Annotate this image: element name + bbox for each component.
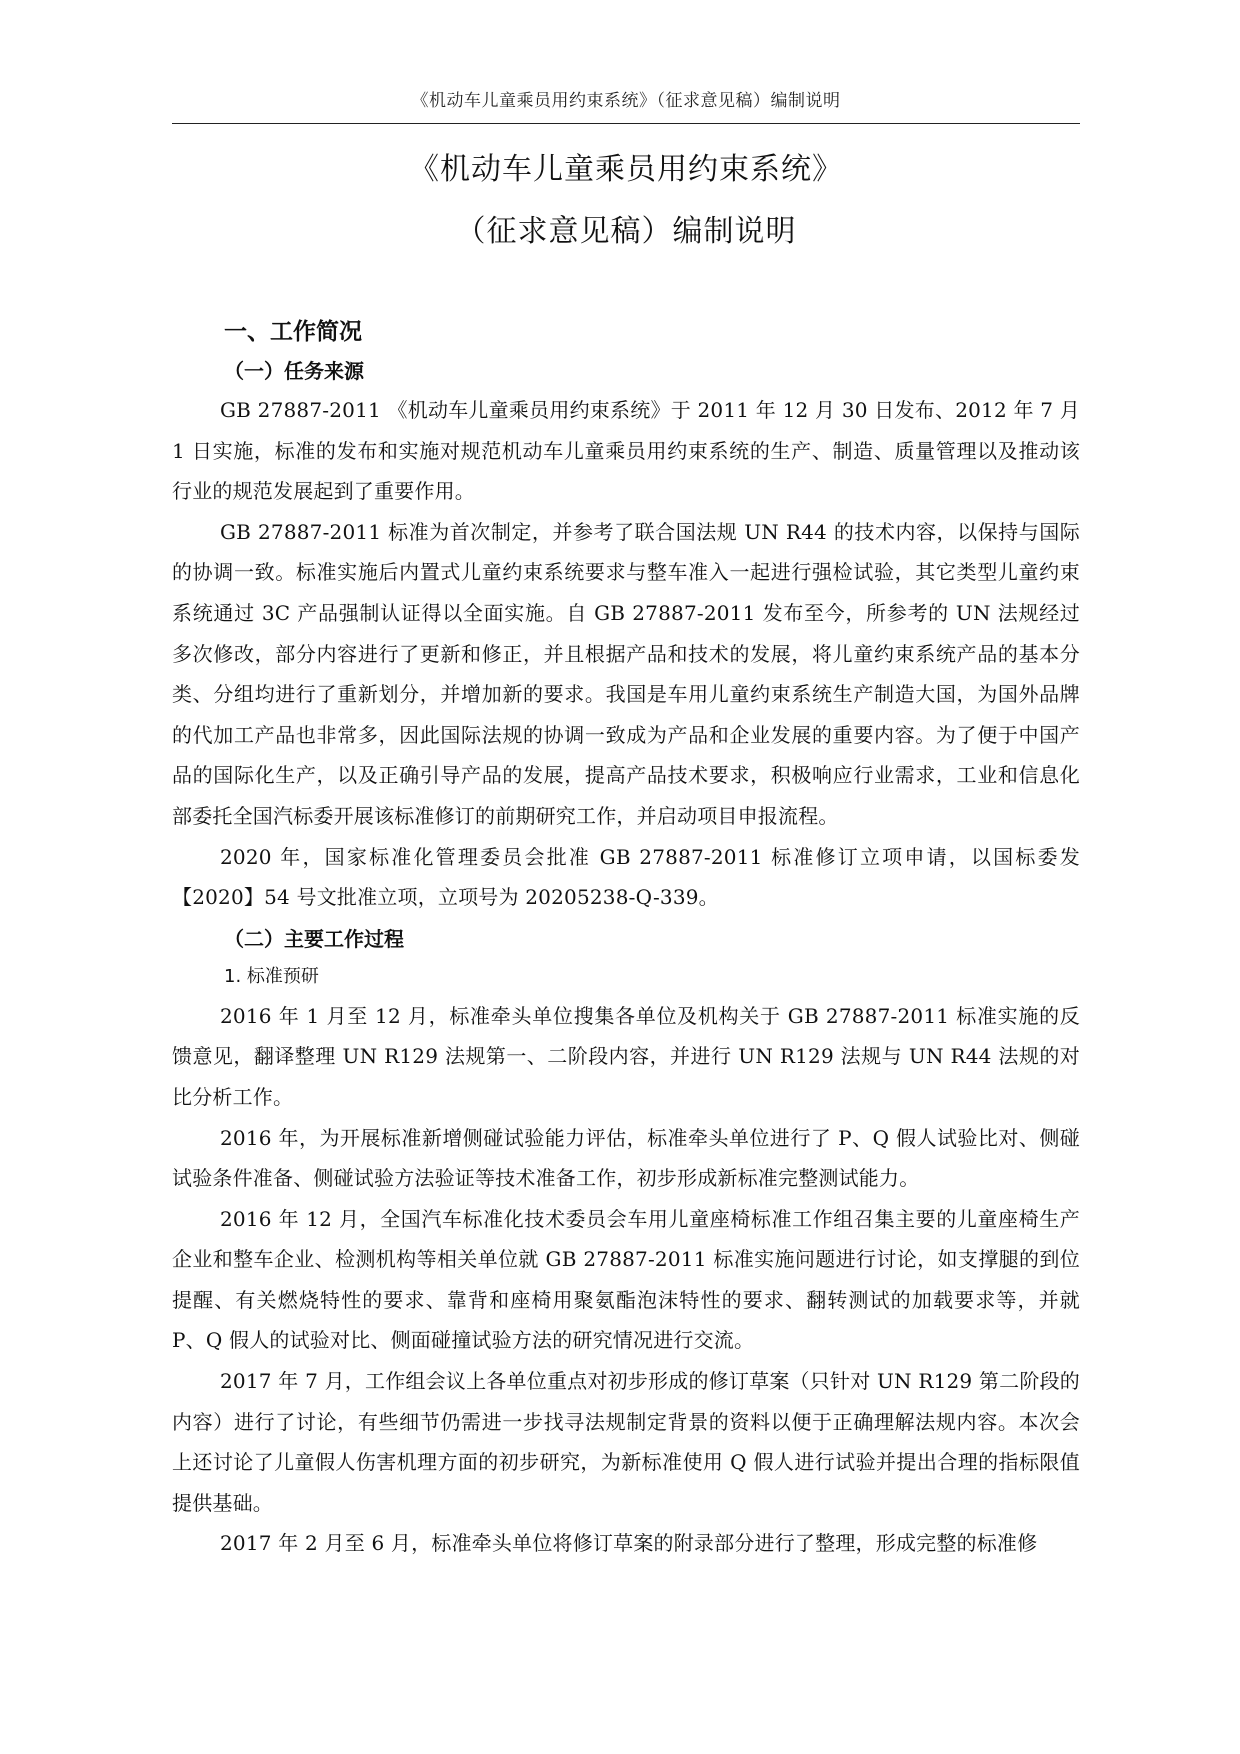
paragraph: 2017 年 2 月至 6 月，标准牵头单位将修订草案的附录部分进行了整理，形成完整的标准修 <box>220 1531 1038 1556</box>
document-title-line-1: 《机动车儿童乘员用约束系统》 <box>409 152 843 187</box>
document-title-line-2: （征求意见稿）编制说明 <box>455 214 797 249</box>
paragraph: 2016 年 12 月，全国汽车标准化技术委员会车用儿童座椅标准工作组召集主要的儿童座椅生产企业和整车企业、检测机构等相关单位就 GB 27887-2011 标准实施问题进行讨论，如支撑腿的到位提醒、有关燃烧特性的要求、靠背和座椅用聚氨酯泡沫特性的要求、翻转测试的加载要求等，并就 P、Q 假人的试验对比、侧面碰撞试验方法的研究情况进行交流。 <box>172 1206 1080 1353</box>
document-body <box>172 312 1080 1564</box>
header-divider <box>172 123 1080 124</box>
paragraph: 2017 年 7 月，工作组会议上各单位重点对初步形成的修订草案（只针对 UN R129 第二阶段的内容）进行了讨论，有些细节仍需进一步找寻法规制定背景的资料以便于正确理解法规内容。本次会上还讨论了儿童假人伤害机理方面的初步研究，为新标准使用 Q 假人进行试验并提出合理的指标限值提供基础。 <box>172 1369 1080 1515</box>
item-heading-standard-preresearch: 1. 标准预研 <box>224 965 319 987</box>
paragraph: 2020 年，国家标准化管理委员会批准 GB 27887-2011 标准修订立项申请，以国标委发【2020】54 号文批准立项，立项号为 20205238-Q-339。 <box>172 844 1080 910</box>
running-header: 《机动车儿童乘员用约束系统》（征求意见稿）编制说明 <box>411 91 841 111</box>
subsection-heading-main-work-process: （二）主要工作过程 <box>224 926 404 951</box>
subsection-heading-task-source: （一）任务来源 <box>224 359 364 383</box>
paragraph: GB 27887-2011 《机动车儿童乘员用约束系统》于 2011 年 12 月 30 日发布、2012 年 7 月 1 日实施，标准的发布和实施对规范机动车儿童乘员用约束系统的生产、制造、质量管理以及推动该行业的规范发展起到了重要作用。 <box>172 398 1080 504</box>
paragraph: GB 27887-2011 标准为首次制定，并参考了联合国法规 UN R44 的技术内容，以保持与国际的协调一致。标准实施后内置式儿童约束系统要求与整车准入一起进行强检试验，其它类型儿童约束系统通过 3C 产品强制认证得以全面实施。自 GB 27887-2011 发布至今，所参考的 UN 法规经过多次修改，部分内容进行了更新和修正，并且根据产品和技术的发展，将儿童约束系统产品的基本分类、分组均进行了重新划分，并增加新的要求。我国是车用儿童约束系统生产制造大国，为国外品牌的代加工产品也非常多，因此国际法规的协调一致成为产品和企业发展的重要内容。为了便于中国产品的国际化生产，以及正确引导产品的发展，提高产品技术要求，积极响应行业需求，工业和信息化部委托全国汽标委开展该标准修订的前期研究工作，并启动项目申报流程。 <box>172 519 1080 828</box>
paragraph: 2016 年 1 月至 12 月，标准牵头单位搜集各单位及机构关于 GB 27887-2011 标准实施的反馈意见，翻译整理 UN R129 法规第一、二阶段内容，并进行 UN R129 法规与 UN R44 法规的对比分析工作。 <box>172 1003 1080 1109</box>
section-heading-work-overview: 一、工作简况 <box>224 319 362 345</box>
paragraph: 2016 年，为开展标准新增侧碰试验能力评估，标准牵头单位进行了 P、Q 假人试验比对、侧碰试验条件准备、侧碰试验方法验证等技术准备工作，初步形成新标准完整测试能力。 <box>172 1125 1080 1191</box>
